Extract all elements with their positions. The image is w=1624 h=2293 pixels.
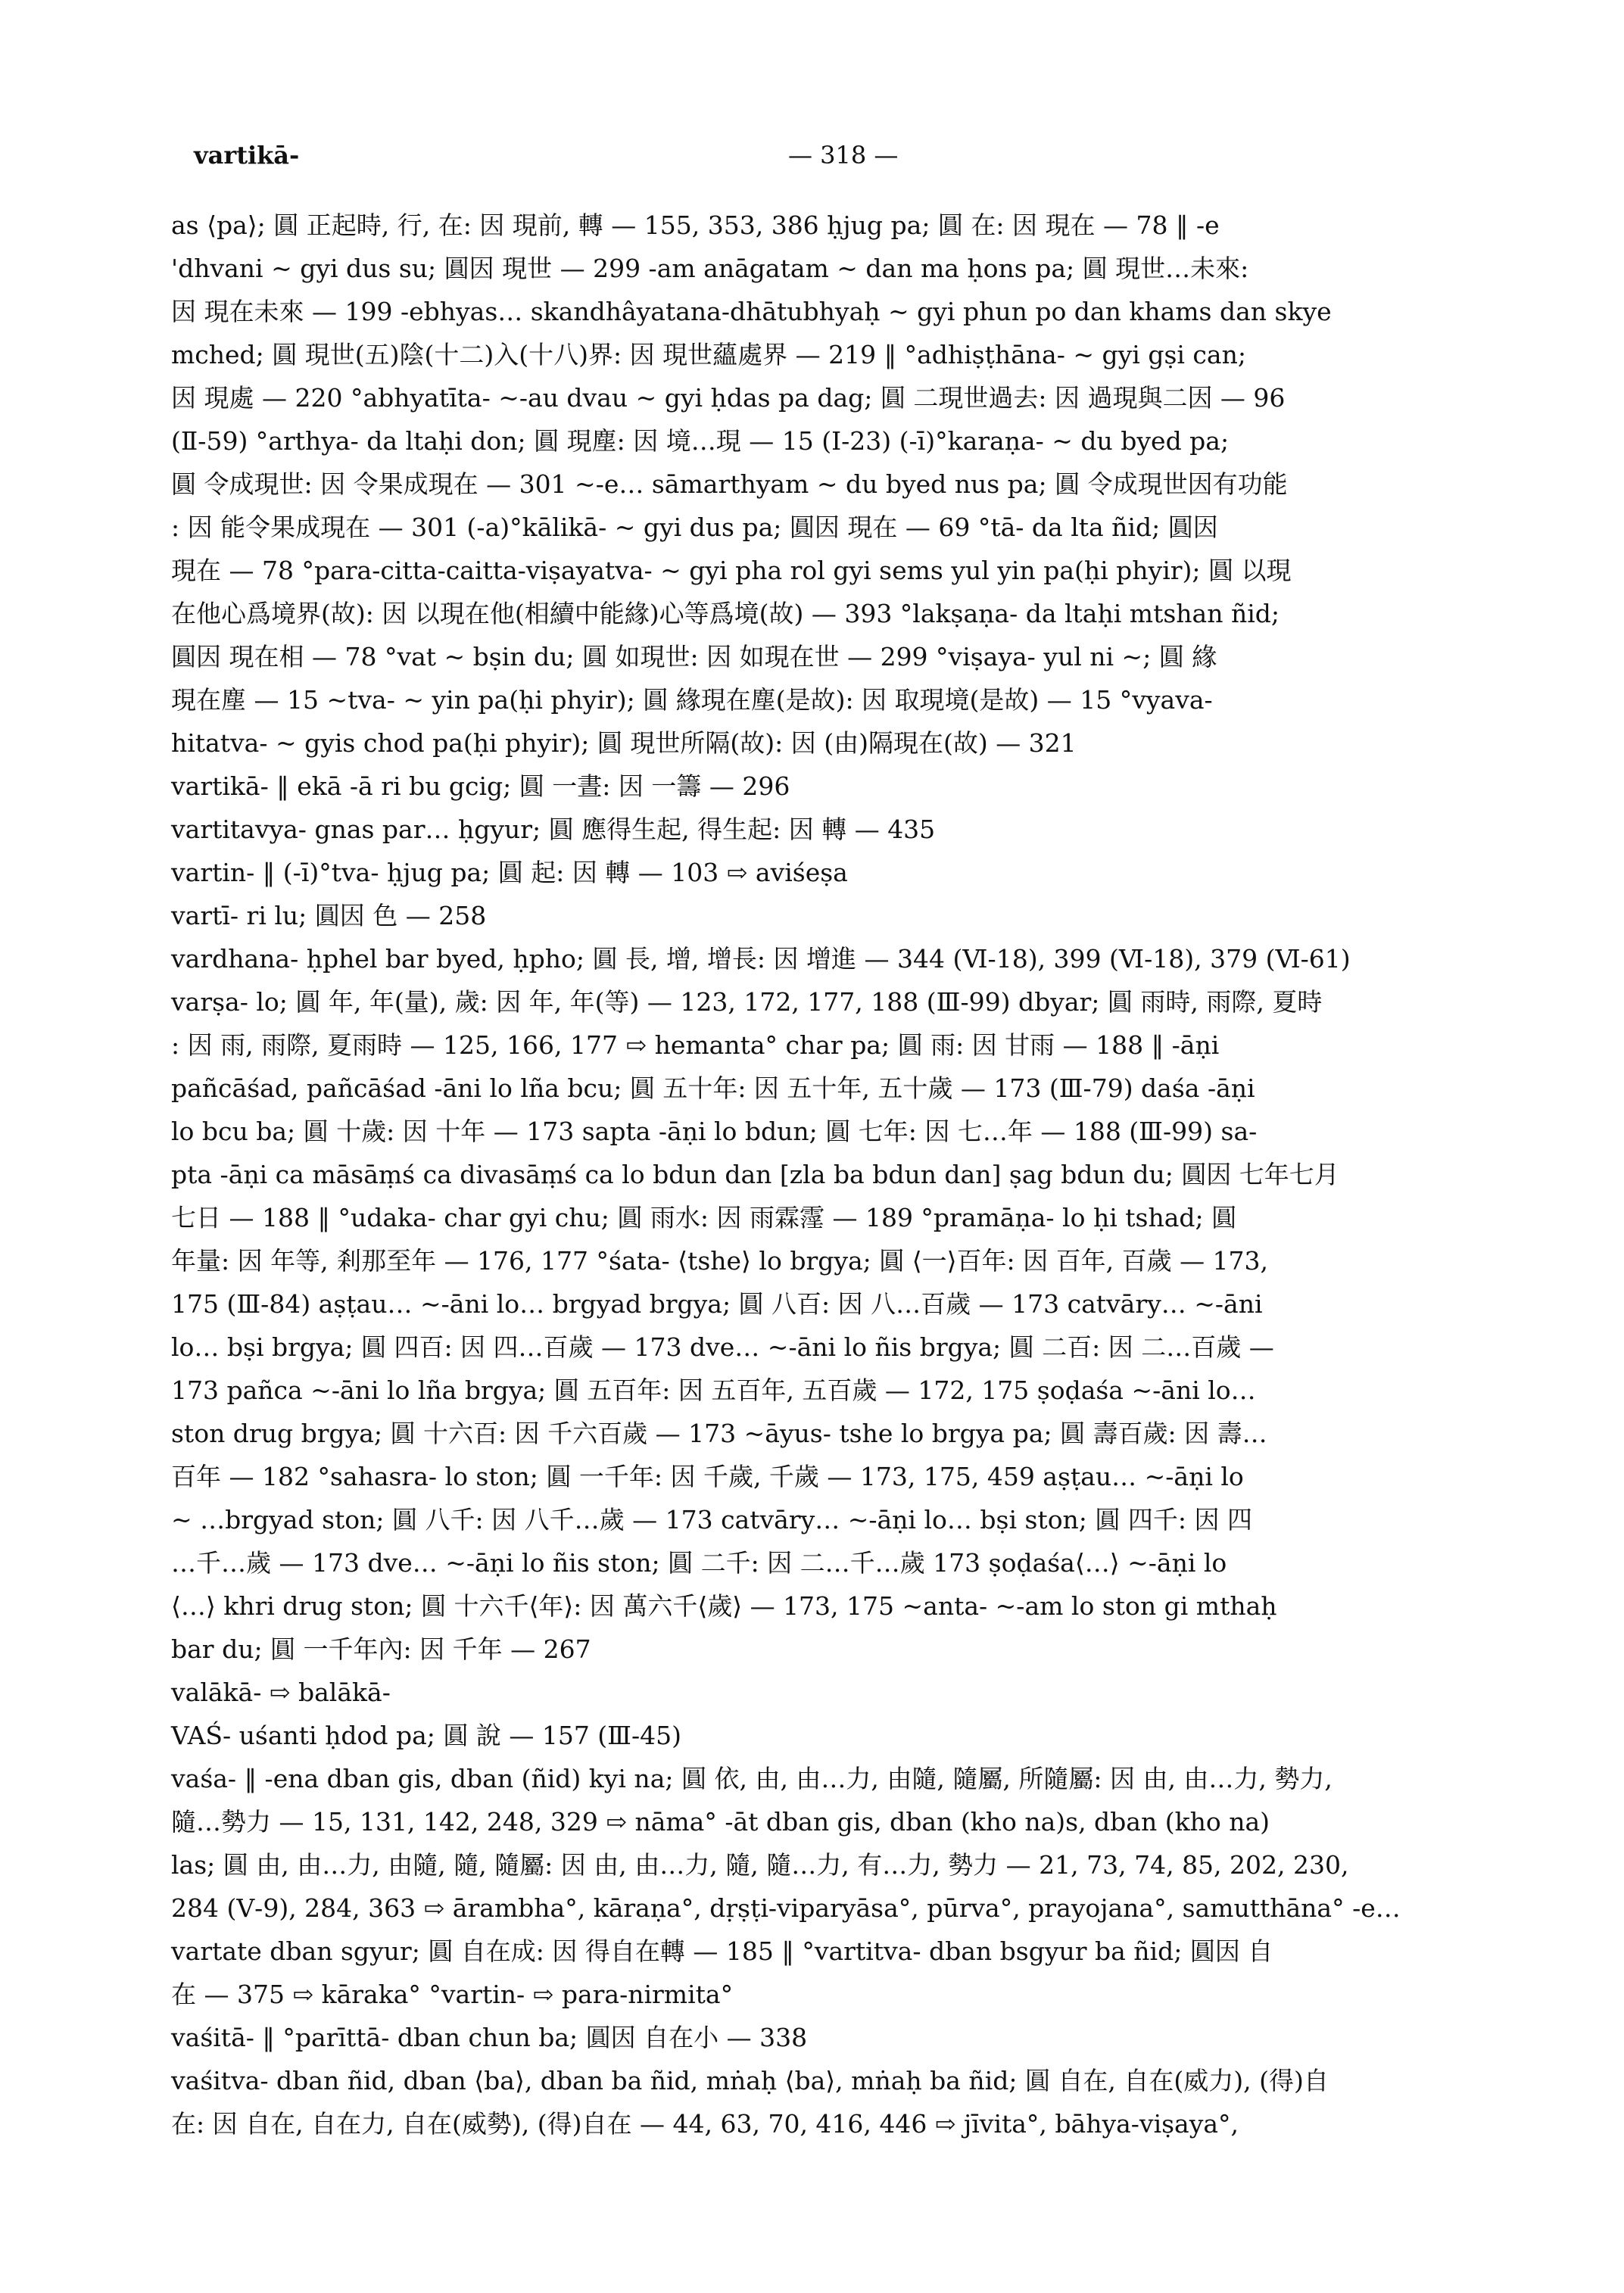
entry-line: vaśa- ‖ -ena dban gis, dban (ñid) kyi na; 圓 依, 由, 由…力, 由隨, 隨屬, 所隨屬: 因 由, 由…力, 勢力, [171, 1764, 1333, 1793]
entry-line: vartī- ri lu; 圓因 色 — 258 [171, 901, 487, 930]
entry-line: …千…歲 — 173 dve… ~-āṇi lo ñis ston; 圓 二千: 因 二…千…歲 173 ṣoḍaśa⟨…⟩ ~-āṇi lo [171, 1548, 1227, 1578]
entry-line: 因 現在未來 — 199 -ebhyas… skandhâyatana-dhātubhyaḥ ~ gyi phun po dan khams dan skye [171, 297, 1332, 326]
entry-line: valākā- ⇨ balākā- [171, 1678, 391, 1707]
entry-line: : 因 雨, 雨際, 夏雨時 — 125, 166, 177 ⇨ hemanta° char pa; 圓 雨: 因 甘雨 — 188 ‖ -āṇi [171, 1030, 1220, 1060]
entry-line: vaśitva- dban ñid, dban ⟨ba⟩, dban ba ñid, mṅaḥ ⟨ba⟩, mṅaḥ ba ñid; 圓 自在, 自在(威力), (得)自 [171, 2066, 1329, 2095]
entry-line: vartin- ‖ (-ī)°tva- ḥjug pa; 圓 起: 因 轉 — 103 ⇨ aviśeṣa [171, 858, 848, 887]
entry-line: lo… bṣi brgya; 圓 四百: 因 四…百歲 — 173 dve… ~-āni lo ñis brgya; 圓 二百: 因 二…百歲 — [171, 1332, 1274, 1362]
entry-line: vartikā- ‖ ekā -ā ri bu gcig; 圓 一晝: 因 一籌 — 296 [171, 771, 790, 801]
entry-line: 圓 令成現世: 因 令果成現在 — 301 ~-e… sāmarthyam ~ du byed nus pa; 圓 令成現世因有功能 [171, 469, 1288, 499]
entry-line: 圓因 現在相 — 78 °vat ~ bṣin du; 圓 如現世: 因 如現在世 — 299 °viṣaya- yul ni ~; 圓 緣 [171, 642, 1217, 671]
entry-line: 在 — 375 ⇨ kāraka° °vartin- ⇨ para-nirmita° [171, 1980, 734, 2009]
entry-line: (Ⅱ-59) °arthya- da ltaḥi don; 圓 現塵: 因 境…現 — 15 (Ⅰ-23) (-ī)°karaṇa- ~ du byed pa; [171, 426, 1230, 456]
entry-line: 因 現處 — 220 °abhyatīta- ~-au dvau ~ gyi ḥdas pa dag; 圓 二現世過去: 因 過現與二因 — 96 [171, 383, 1286, 413]
entry-line: las; 圓 由, 由…力, 由隨, 隨, 隨屬: 因 由, 由…力, 隨, 隨…力, 有…力, 勢力 — 21, 73, 74, 85, 202, 230, [171, 1850, 1349, 1880]
entry-line: : 因 能令果成現在 — 301 (-a)°kālikā- ~ gyi dus pa; 圓因 現在 — 69 °tā- da lta ñid; 圓因 [171, 512, 1218, 542]
entry-list [171, 204, 1526, 2146]
entry-line: pta -āṇi ca māsāṃś ca divasāṃś ca lo bdun dan [zla ba bdun dan] ṣag bdun du; 圓因 七年七月 [171, 1160, 1339, 1189]
entry-line: ~ …brgyad ston; 圓 八千: 因 八千…歲 — 173 catvāry… ~-āṇi lo… bṣi ston; 圓 四千: 因 四 [171, 1505, 1253, 1534]
entry-line: 現在塵 — 15 ~tva- ~ yin pa(ḥi phyir); 圓 緣現在塵(是故): 因 取現境(是故) — 15 °vyava- [171, 685, 1213, 715]
entry-line: pañcāśad, pañcāśad -āni lo lña bcu; 圓 五十年: 因 五十年, 五十歲 — 173 (Ⅲ-79) daśa -āṇi [171, 1073, 1255, 1103]
entry-line: mched; 圓 現世(五)陰(十二)入(十八)界: 因 現世蘊處界 — 219 ‖ °adhiṣṭhāna- ~ gyi gṣi can; [171, 340, 1246, 369]
entry-line: 現在 — 78 °para-citta-caitta-viṣayatva- ~ gyi pha rol gyi sems yul yin pa(ḥi phyir); 圓 以現 [171, 556, 1292, 585]
entry-line: hitatva- ~ gyis chod pa(ḥi phyir); 圓 現世所隔(故): 因 (由)隔現在(故) — 321 [171, 728, 1077, 758]
entry-line: 七日 — 188 ‖ °udaka- char gyi chu; 圓 雨水: 因 雨霖霪 — 189 °pramāṇa- lo ḥi tshad; 圓 [171, 1203, 1237, 1232]
entry-line: 175 (Ⅲ-84) aṣṭau… ~-āni lo… brgyad brgya; 圓 八百: 因 八…百歲 — 173 catvāry… ~-āni [171, 1289, 1263, 1319]
entry-line: vartate dban sgyur; 圓 自在成: 因 得自在轉 — 185 ‖ °vartitva- dban bsgyur ba ñid; 圓因 自 [171, 1936, 1273, 1966]
entry-line: lo bcu ba; 圓 十歲: 因 十年 — 173 sapta -āṇi lo bdun; 圓 七年: 因 七…年 — 188 (Ⅲ-99) sa- [171, 1117, 1258, 1146]
entry-line: 'dhvani ~ gyi dus su; 圓因 現世 — 299 -am anāgatam ~ dan ma ḥons pa; 圓 現世…未來: [171, 254, 1249, 283]
entry-line: 173 pañca ~-āni lo lña brgya; 圓 五百年: 因 五百年, 五百歲 — 172, 175 ṣoḍaśa ~-āni lo… [171, 1375, 1256, 1405]
entry-line: ⟨…⟩ khri drug ston; 圓 十六千⟨年⟩: 因 萬六千⟨歲⟩ — 173, 175 ~anta- ~-am lo ston gi mthaḥ [171, 1591, 1277, 1621]
page-number: — 318 — [788, 141, 899, 170]
entry-line: 在他心爲境界(故): 因 以現在他(相續中能緣)心等爲境(故) — 393 °lakṣaṇa- da ltaḥi mtshan ñid; [171, 599, 1280, 628]
running-head: vartikā- [194, 141, 300, 170]
entry-line: 年量: 因 年等, 剎那至年 — 176, 177 °śata- ⟨tshe⟩ lo brgya; 圓 ⟨一⟩百年: 因 百年, 百歲 — 173, [171, 1246, 1269, 1276]
entry-line: 隨…勢力 — 15, 131, 142, 248, 329 ⇨ nāma° -āt dban gis, dban (kho na)s, dban (kho na) [171, 1807, 1270, 1837]
entry-line: 百年 — 182 °sahasra- lo ston; 圓 一千年: 因 千歲, 千歲 — 173, 175, 459 aṣṭau… ~-āṇi lo [171, 1462, 1244, 1491]
entry-line: varṣa- lo; 圓 年, 年(量), 歲: 因 年, 年(等) — 123, 172, 177, 188 (Ⅲ-99) dbyar; 圓 雨時, 雨際, 夏時 [171, 987, 1323, 1017]
entry-line: vaśitā- ‖ °parīttā- dban chun ba; 圓因 自在小 — 338 [171, 2023, 808, 2052]
entry-line: vartitavya- gnas par… ḥgyur; 圓 應得生起, 得生起: 因 轉 — 435 [171, 815, 936, 844]
entry-line: vardhana- ḥphel bar byed, ḥpho; 圓 長, 增, 增長: 因 增進 — 344 (Ⅵ-18), 399 (Ⅵ-18), 379 (Ⅵ-61) [171, 944, 1351, 974]
entry-line: 284 (Ⅴ-9), 284, 363 ⇨ ārambha°, kāraṇa°, dṛṣṭi-viparyāsa°, pūrva°, prayojana°, samutthāna° -e… [171, 1893, 1401, 1923]
entry-line: ston drug brgya; 圓 十六百: 因 千六百歲 — 173 ~āyus- tshe lo brgya pa; 圓 壽百歲: 因 壽… [171, 1419, 1267, 1448]
entry-line: bar du; 圓 一千年內: 因 千年 — 267 [171, 1634, 591, 1664]
entry-line: as ⟨pa⟩; 圓 正起時, 行, 在: 因 現前, 轉 — 155, 353, 386 ḥjug pa; 圓 在: 因 現在 — 78 ‖ -e [171, 210, 1220, 240]
entry-line: VAŚ- uśanti ḥdod pa; 圓 說 — 157 (Ⅲ-45) [171, 1721, 682, 1750]
entry-line: 在: 因 自在, 自在力, 自在(威勢), (得)自在 — 44, 63, 70, 416, 446 ⇨ jīvita°, bāhya-viṣaya°, [171, 2109, 1239, 2139]
page-header [194, 141, 1557, 186]
